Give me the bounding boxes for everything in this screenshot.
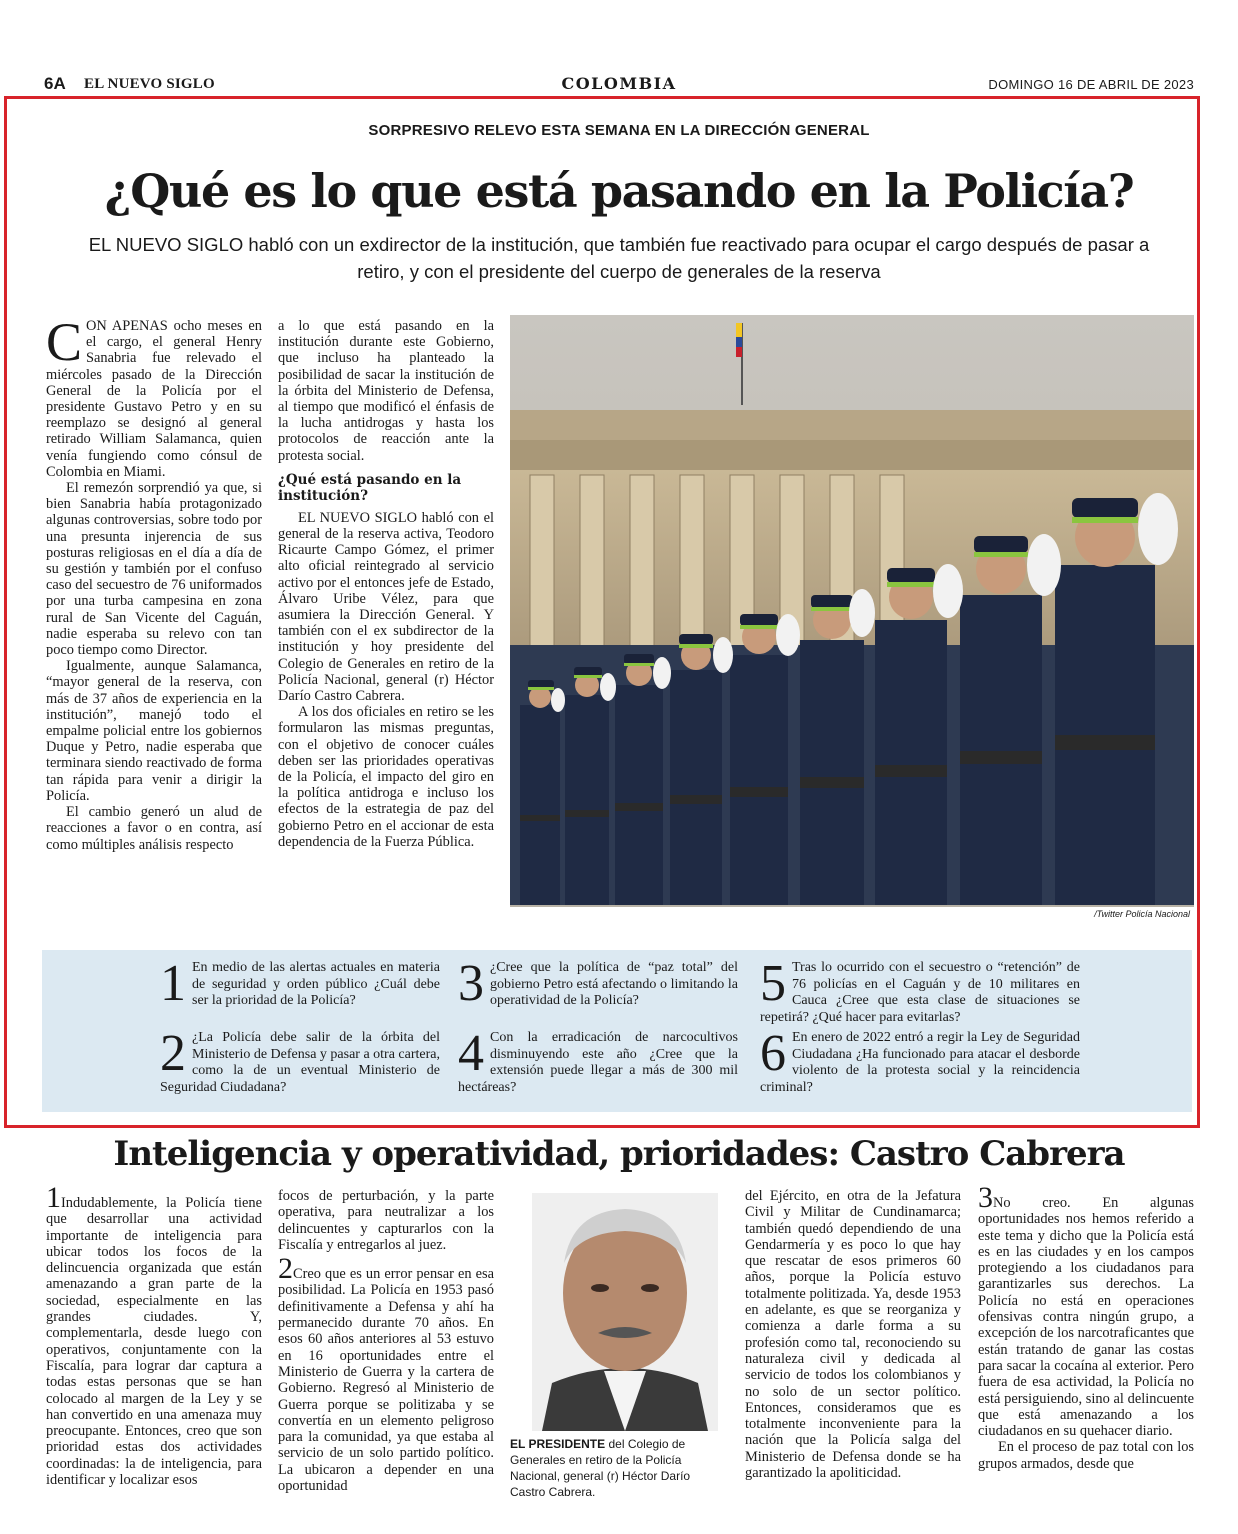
paragraph: del Ejército, en otra de la Jefatura Civil y Militar de Cundinamarca; también quedó dependiendo de una Gendarmería y es poco lo que hay que rescatar de esos primeros 60 años, porque la Policía estuvo totalmente politizada. Ya, desde 1953 en adelante, es que se reorganiza y comienza a darle forma a su profesión como tal, reconociendo su naturaleza civil y dedicada al servicio de todos los colombianos y no solo de un sector político. Entonces, consideramos que es totalmente inconveniente para la nación que la Policía salga del Ministerio de Defensa donde se ha garantizado la apoliticidad. — [745, 1188, 961, 1482]
issue-date: DOMINGO 16 DE ABRIL DE 2023 — [988, 77, 1194, 92]
paragraph: Creo que es un error pensar en esa posibilidad. La Policía en 1953 pasó definitivamente a Defensa y ahí ha permanecido durante 70 años. En esos 60 años anteriores al 53 estuvo en 16 oportunidades entre el Ministerio de Guerra y la cartera de Gobierno. Regresó al Ministerio de Guerra porque se politizaba y se convertía en un elemento peligroso para la comunidad, ya que estaba al servicio de un solo partido político. La ubicaron a depender en una oportunidad — [278, 1266, 494, 1495]
question-text: En enero de 2022 entró a regir la Ley de Seguridad Ciudadana ¿Ha funcionado para atacar el desborde violento de la protesta social y la reincidencia criminal? — [760, 1030, 1080, 1095]
article-subhead: ¿Qué está pasando en la institución? — [278, 471, 462, 504]
caption-text: del Colegio de Generales en retiro de la Policía Nacional, general (r) Héctor Darío Castro Cabrera. — [510, 1437, 691, 1499]
paragraph: a lo que está pasando en la institución durante este Gobierno, que incluso ha planteado la posibilidad de sacar la institución de la órbita del Ministerio de Defensa, al tiempo que modificó el énfasis de la lucha antidrogas y hasta los protocolos de reacción ante la protesta social. — [278, 318, 494, 464]
paragraph: A los dos oficiales en retiro se les formularon las mismas preguntas, con el objetivo de conocer cuáles deben ser las prioridades operativas de la Policía, el impacto del giro en la política antidroga e incluso los efectos de la estrategia de paz del gobierno Petro en el accionar de esta dependencia de la Fuerza Pública. — [278, 704, 494, 850]
interview-column-4 — [978, 1181, 1194, 1472]
interview-column-1 — [46, 1181, 262, 1489]
question-number: 2 — [160, 1025, 186, 1082]
question-text: Tras lo ocurrido con el secuestro o “retención” de 76 policías en el Caguán y de 10 militares en Cauca ¿Cree que esta clase de situaciones se repetirá? ¿Qué hacer para evitarlas? — [760, 960, 1080, 1025]
police-ceremony-photo — [510, 315, 1194, 907]
paragraph: Igualmente, aunque Salamanca, “mayor general de la reserva, con más de 37 años de experiencia en la institución”, manejó todo el empalme policial entre los gobiernos Duque y Petro, nadie esperaba que terminara siendo reactivado de forma tan rápida para venir a dirigir la Policía. — [46, 658, 262, 804]
paragraph: ON APENAS ocho meses en el cargo, el general Henry Sanabria fue relevado el miércoles pasado de la Dirección General de la Policía por el presidente Gustavo Petro y en su reemplazo se designó al general retirado William Salamanca, quien venía fungiendo como cónsul de Colombia en Miami. — [46, 318, 262, 480]
question-number: 1 — [160, 955, 186, 1012]
question-2 — [160, 1025, 440, 1096]
question-3 — [458, 955, 738, 1012]
question-6 — [760, 1025, 1080, 1096]
answer-number: 2 — [278, 1252, 293, 1286]
paragraph: focos de perturbación, y la parte operativa, para neutralizar a los delincuentes y capturarlos con la Fiscalía y entregarlos al juez. — [278, 1188, 494, 1253]
drop-cap: C — [46, 312, 83, 372]
paragraph: El remezón sorprendió ya que, si bien Sanabria había protagonizado algunas controversias, sobre todo por una presunta injerencia de sus posturas religiosas en el día a día de su gestión y también por el confuso caso del secuestro de 76 uniformados por una turba campesina en zona rural de San Vicente del Caguán, nadie esperaba su relevo con tan poco tiempo como Director. — [46, 480, 262, 659]
paragraph: Indudablemente, la Policía tiene que desarrollar una actividad importante de inteligencia para ubicar todos los focos de la delincuencia organizada que están amenazando a gran parte de la sociedad, especialmente en las grandes ciudades. Y, complementarla, desde luego con operativos, conjuntamente con la Fiscalía, para lograr dar captura a todas estas personas que se han colocado al margen de la Ley y se han convertido en una amenaza muy preocupante. Entonces, creo que son prioridad estas dos actividades coordinadas: la de inteligencia, para identificar y localizar esos — [46, 1195, 262, 1489]
caption-lead: EL PRESIDENTE — [510, 1437, 606, 1451]
answer-number: 1 — [46, 1181, 61, 1214]
section-title: COLOMBIA — [561, 74, 677, 93]
question-text: En medio de las alertas actuales en materia de seguridad y orden público ¿Cuál debe ser la prioridad de la Policía? — [192, 960, 440, 1008]
question-text: Con la erradicación de narcocultivos disminuyendo este año ¿Cree que la extensión puede llegar a más de 300 mil hectáreas? — [458, 1030, 738, 1095]
paragraph: No creo. En algunas oportunidades nos hemos referido a este tema y dicho que la Policía está es en las ciudades y en los campos protegiendo a los ciudadanos para garantizarles sus derechos. La Policía no está en operaciones ofensivas contra ningún grupo, a excepción de los narcotraficantes que están tratando de ganar las costas para sacar la cocaína al exterior. Pero fuera de esa actividad, la Policía no está persiguiendo, sino al delincuente que está amenazando a los ciudadanos en su quehacer diario. — [978, 1195, 1194, 1440]
paragraph: EL NUEVO SIGLO habló con el general de la reserva activa, Teodoro Ricaurte Campo Gómez, el primer alto oficial reintegrado al servicio activo por el entonces jefe de Estado, Álvaro Uribe Vélez, para que asumiera la Dirección General. Y también con el ex subdirector de la institución y hoy presidente del Colegio de Generales en retiro de la Policía Nacional, general (r) Héctor Darío Castro Cabrera. — [278, 509, 494, 705]
question-5 — [760, 955, 1080, 1026]
interview-column-3 — [745, 1188, 961, 1481]
photo-credit: /Twitter Policía Nacional — [1094, 909, 1190, 919]
page-header — [44, 74, 1194, 96]
page-number: 6A — [44, 74, 66, 93]
newspaper-name: EL NUEVO SIGLO — [84, 76, 215, 92]
question-number: 6 — [760, 1025, 786, 1082]
question-number: 5 — [760, 955, 786, 1012]
article-deck: EL NUEVO SIGLO habló con un exdirector de la institución, que también fue reactivado para ocupar el cargo después de pasar a retiro, y con el presidente del cuerpo de generales de la reserva — [88, 234, 1150, 282]
portrait-caption — [510, 1436, 726, 1500]
question-text: ¿La Policía debe salir de la órbita del Ministerio de Defensa y pasar a otra cartera, como la de un eventual Ministerio de Seguridad Ciudadana? — [160, 1030, 440, 1095]
question-text: ¿Cree que la política de “paz total” del gobierno Petro está afectando o limitando la operatividad de la Policía? — [490, 960, 738, 1008]
paragraph: En el proceso de paz total con los grupos armados, desde que — [978, 1439, 1194, 1472]
article-kicker: SORPRESIVO RELEVO ESTA SEMANA EN LA DIRECCIÓN GENERAL — [368, 122, 870, 139]
question-4 — [458, 1025, 738, 1096]
castro-cabrera-portrait — [532, 1193, 718, 1431]
article-headline: ¿Qué es lo que está pasando en la Policía? — [104, 164, 1134, 218]
interview-column-2 — [278, 1188, 494, 1494]
question-number: 4 — [458, 1025, 484, 1082]
answer-number: 3 — [978, 1181, 993, 1214]
paragraph: El cambio generó un alud de reacciones a favor o en contra, así como múltiples análisis respecto — [46, 804, 262, 853]
question-number: 3 — [458, 955, 484, 1012]
article-column-2 — [278, 318, 494, 850]
interview-headline: Inteligencia y operatividad, prioridades: Castro Cabrera — [113, 1134, 1125, 1174]
question-1 — [160, 955, 440, 1012]
article-column-1 — [46, 312, 262, 853]
